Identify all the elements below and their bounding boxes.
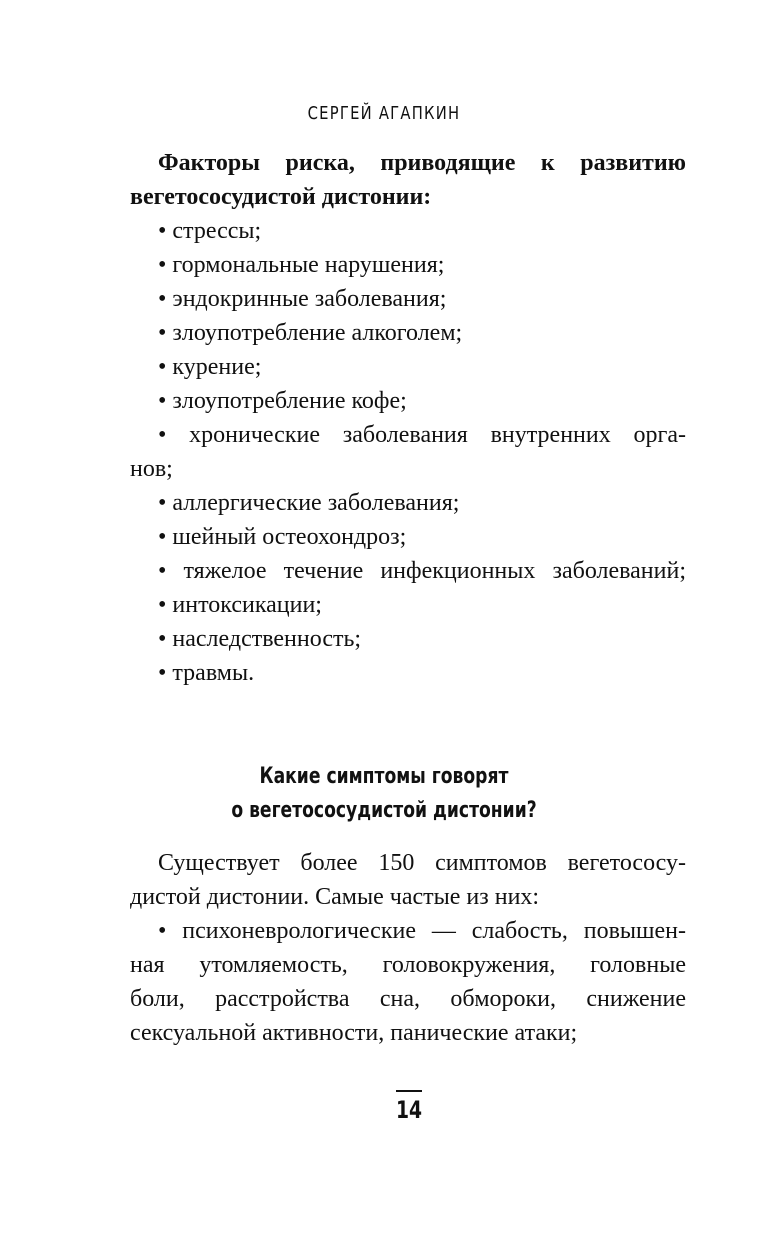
list-item: • злоупотребление кофе;	[158, 388, 407, 414]
list-item: • наследственность;	[158, 626, 362, 652]
list-item: • интоксикации;	[158, 592, 322, 618]
list-item: • злоупотребление алкоголем;	[158, 320, 463, 346]
paragraph-line: дистой дистонии. Самые частые из них:	[130, 884, 540, 910]
list-item: • шейный остеохондроз;	[158, 524, 407, 550]
section-title-line-2: вегетососудистой дистонии:	[130, 184, 432, 210]
list-item: • травмы.	[158, 660, 255, 686]
list-item: • гормональные нарушения;	[158, 252, 445, 278]
page-number-rule	[396, 1090, 422, 1092]
paragraph-line: боли, расстройства сна, обмороки, снижение	[130, 986, 686, 1012]
list-item: • аллергические заболевания;	[158, 490, 460, 516]
subheading-line-1: Какие симптомы говорят	[259, 764, 509, 789]
list-item: • хронические заболевания внутренних орга-	[158, 422, 686, 448]
subheading-line-2: о вегетососудистой дистонии?	[231, 798, 537, 823]
section-title-line-1: Факторы риска, приводящие к развитию	[158, 150, 686, 176]
risk-factors-section	[130, 146, 686, 690]
paragraph-line: • психоневрологические — слабость, повышен-	[158, 918, 686, 944]
list-item: • курение;	[158, 354, 262, 380]
paragraph-line: ная утомляемость, головокружения, головные	[130, 952, 686, 978]
running-header: СЕРГЕЙ АГАПКИН	[307, 103, 461, 124]
paragraph-line: Существует более 150 симптомов вегетососу-	[158, 850, 686, 876]
list-item: • стрессы;	[158, 218, 262, 244]
page-number: 14	[395, 1096, 423, 1124]
paragraph-line: сексуальной активности, панические атаки;	[130, 1020, 578, 1046]
list-item: • эндокринные заболевания;	[158, 286, 447, 312]
symptoms-section	[130, 846, 686, 1050]
list-item: • тяжелое течение инфекционных заболеваний;	[158, 558, 686, 584]
list-item-continuation: нов;	[130, 456, 173, 482]
